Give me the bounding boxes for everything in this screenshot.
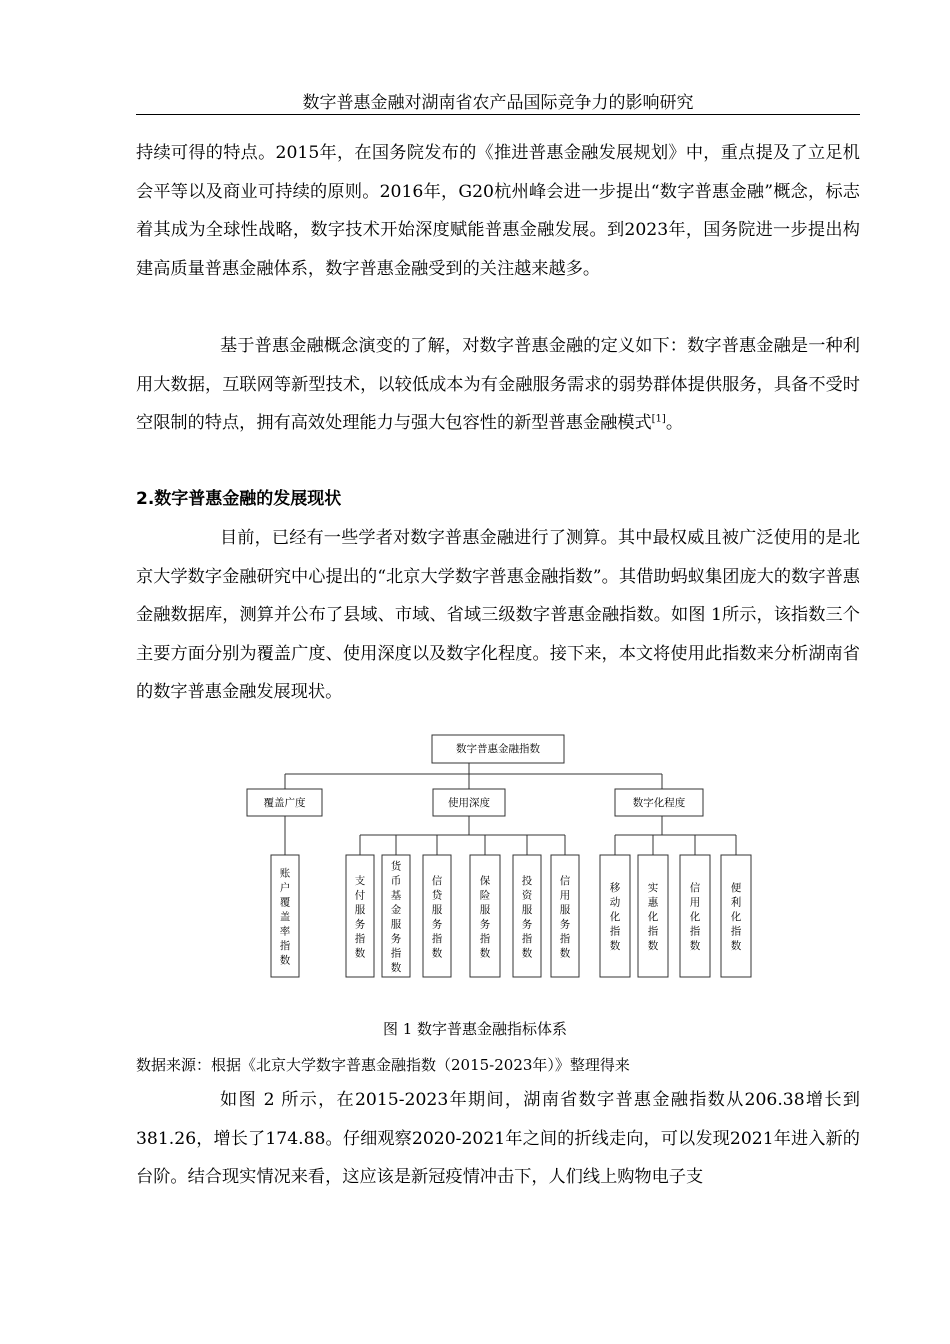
diagram-leaf-label: 便利化指数: [730, 882, 742, 952]
diagram-leaf-label: 信用化指数: [689, 882, 701, 952]
diagram-leaf-label: 支付服务指数: [354, 874, 366, 960]
paragraph-2-text: 基于普惠金融概念演变的了解，对数字普惠金融的定义如下：数字普惠金融是一种利用大数据，互联网等新型技术，以较低成本为有金融服务需求的弱势群体提供服务，具备不受时空限制的特点，拥有高效处理能力与强大包容性的新型普惠金融模式: [136, 336, 860, 433]
paragraph-2: [136, 327, 860, 443]
paragraph-4: 如图 2 所示，在2015-2023年期间，湖南省数字普惠金融指数从206.38增长到381.26，增长了174.88。仔细观察2020-2021年之间的折线走向，可以发现2021年进入新的台阶。结合现实情况来看，这应该是新冠疫情冲击下，人们线上购物电子支: [136, 1090, 860, 1187]
citation-ref: [1]: [651, 413, 666, 425]
diagram-leaf-label: 实惠化指数: [647, 882, 659, 952]
diagram-leaf-label: 货币基金服务指数: [390, 860, 402, 974]
paragraph-2-end: 。: [665, 413, 684, 433]
paragraph-3: 目前，已经有一些学者对数字普惠金融进行了测算。其中最权威且被广泛使用的是北京大学数字金融研究中心提出的“北京大学数字普惠金融指数”。其借助蚂蚁集团庞大的数字普惠金融数据库，测算并公布了县域、市域、省域三级数字普惠金融指数。如图 1所示，该指数三个主要方面分别为覆盖广度、使用深度以及数字化程度。接下来，本文将使用此指数来分析湖南省的数字普惠金融发展现状。: [136, 528, 860, 702]
paragraph-1: 持续可得的特点。2015年，在国务院发布的《推进普惠金融发展规划》中，重点提及了立足机会平等以及商业可持续的原则。2016年，G20杭州峰会进一步提出“数字普惠金融”概念，标志着其成为全球性战略，数字技术开始深度赋能普惠金融发展。到2023年，国务院进一步提出构建高质量普惠金融体系，数字普惠金融受到的关注越来越多。: [136, 143, 860, 279]
diagram-leaf-label: 信贷服务指数: [431, 874, 443, 960]
running-header: 数字普惠金融对湖南省农产品国际竞争力的影响研究: [302, 93, 694, 113]
diagram-leaf-label: 移动化指数: [609, 882, 621, 952]
figure-caption: 图 1 数字普惠金融指标体系: [382, 1020, 568, 1038]
diagram-branch-label: 覆盖广度: [263, 797, 306, 809]
index-system-diagram: [230, 728, 770, 988]
figure-source: 数据来源：根据《北京大学数字普惠金融指数（2015-2023年）》整理得来: [136, 1056, 630, 1074]
diagram-branch-label: 数字化程度: [632, 797, 686, 809]
diagram-leaf-label: 信用服务指数: [559, 874, 571, 960]
diagram-root-label: 数字普惠金融指数: [456, 743, 540, 755]
diagram-leaf-label: 保险服务指数: [479, 874, 491, 960]
diagram-leaf-label: 账户覆盖率指数: [279, 867, 291, 967]
header-rule: [136, 114, 860, 115]
diagram-leaf-label: 投资服务指数: [521, 874, 533, 960]
diagram-branch-label: 使用深度: [448, 797, 490, 809]
section-heading: 2.数字普惠金融的发展现状: [136, 489, 342, 509]
